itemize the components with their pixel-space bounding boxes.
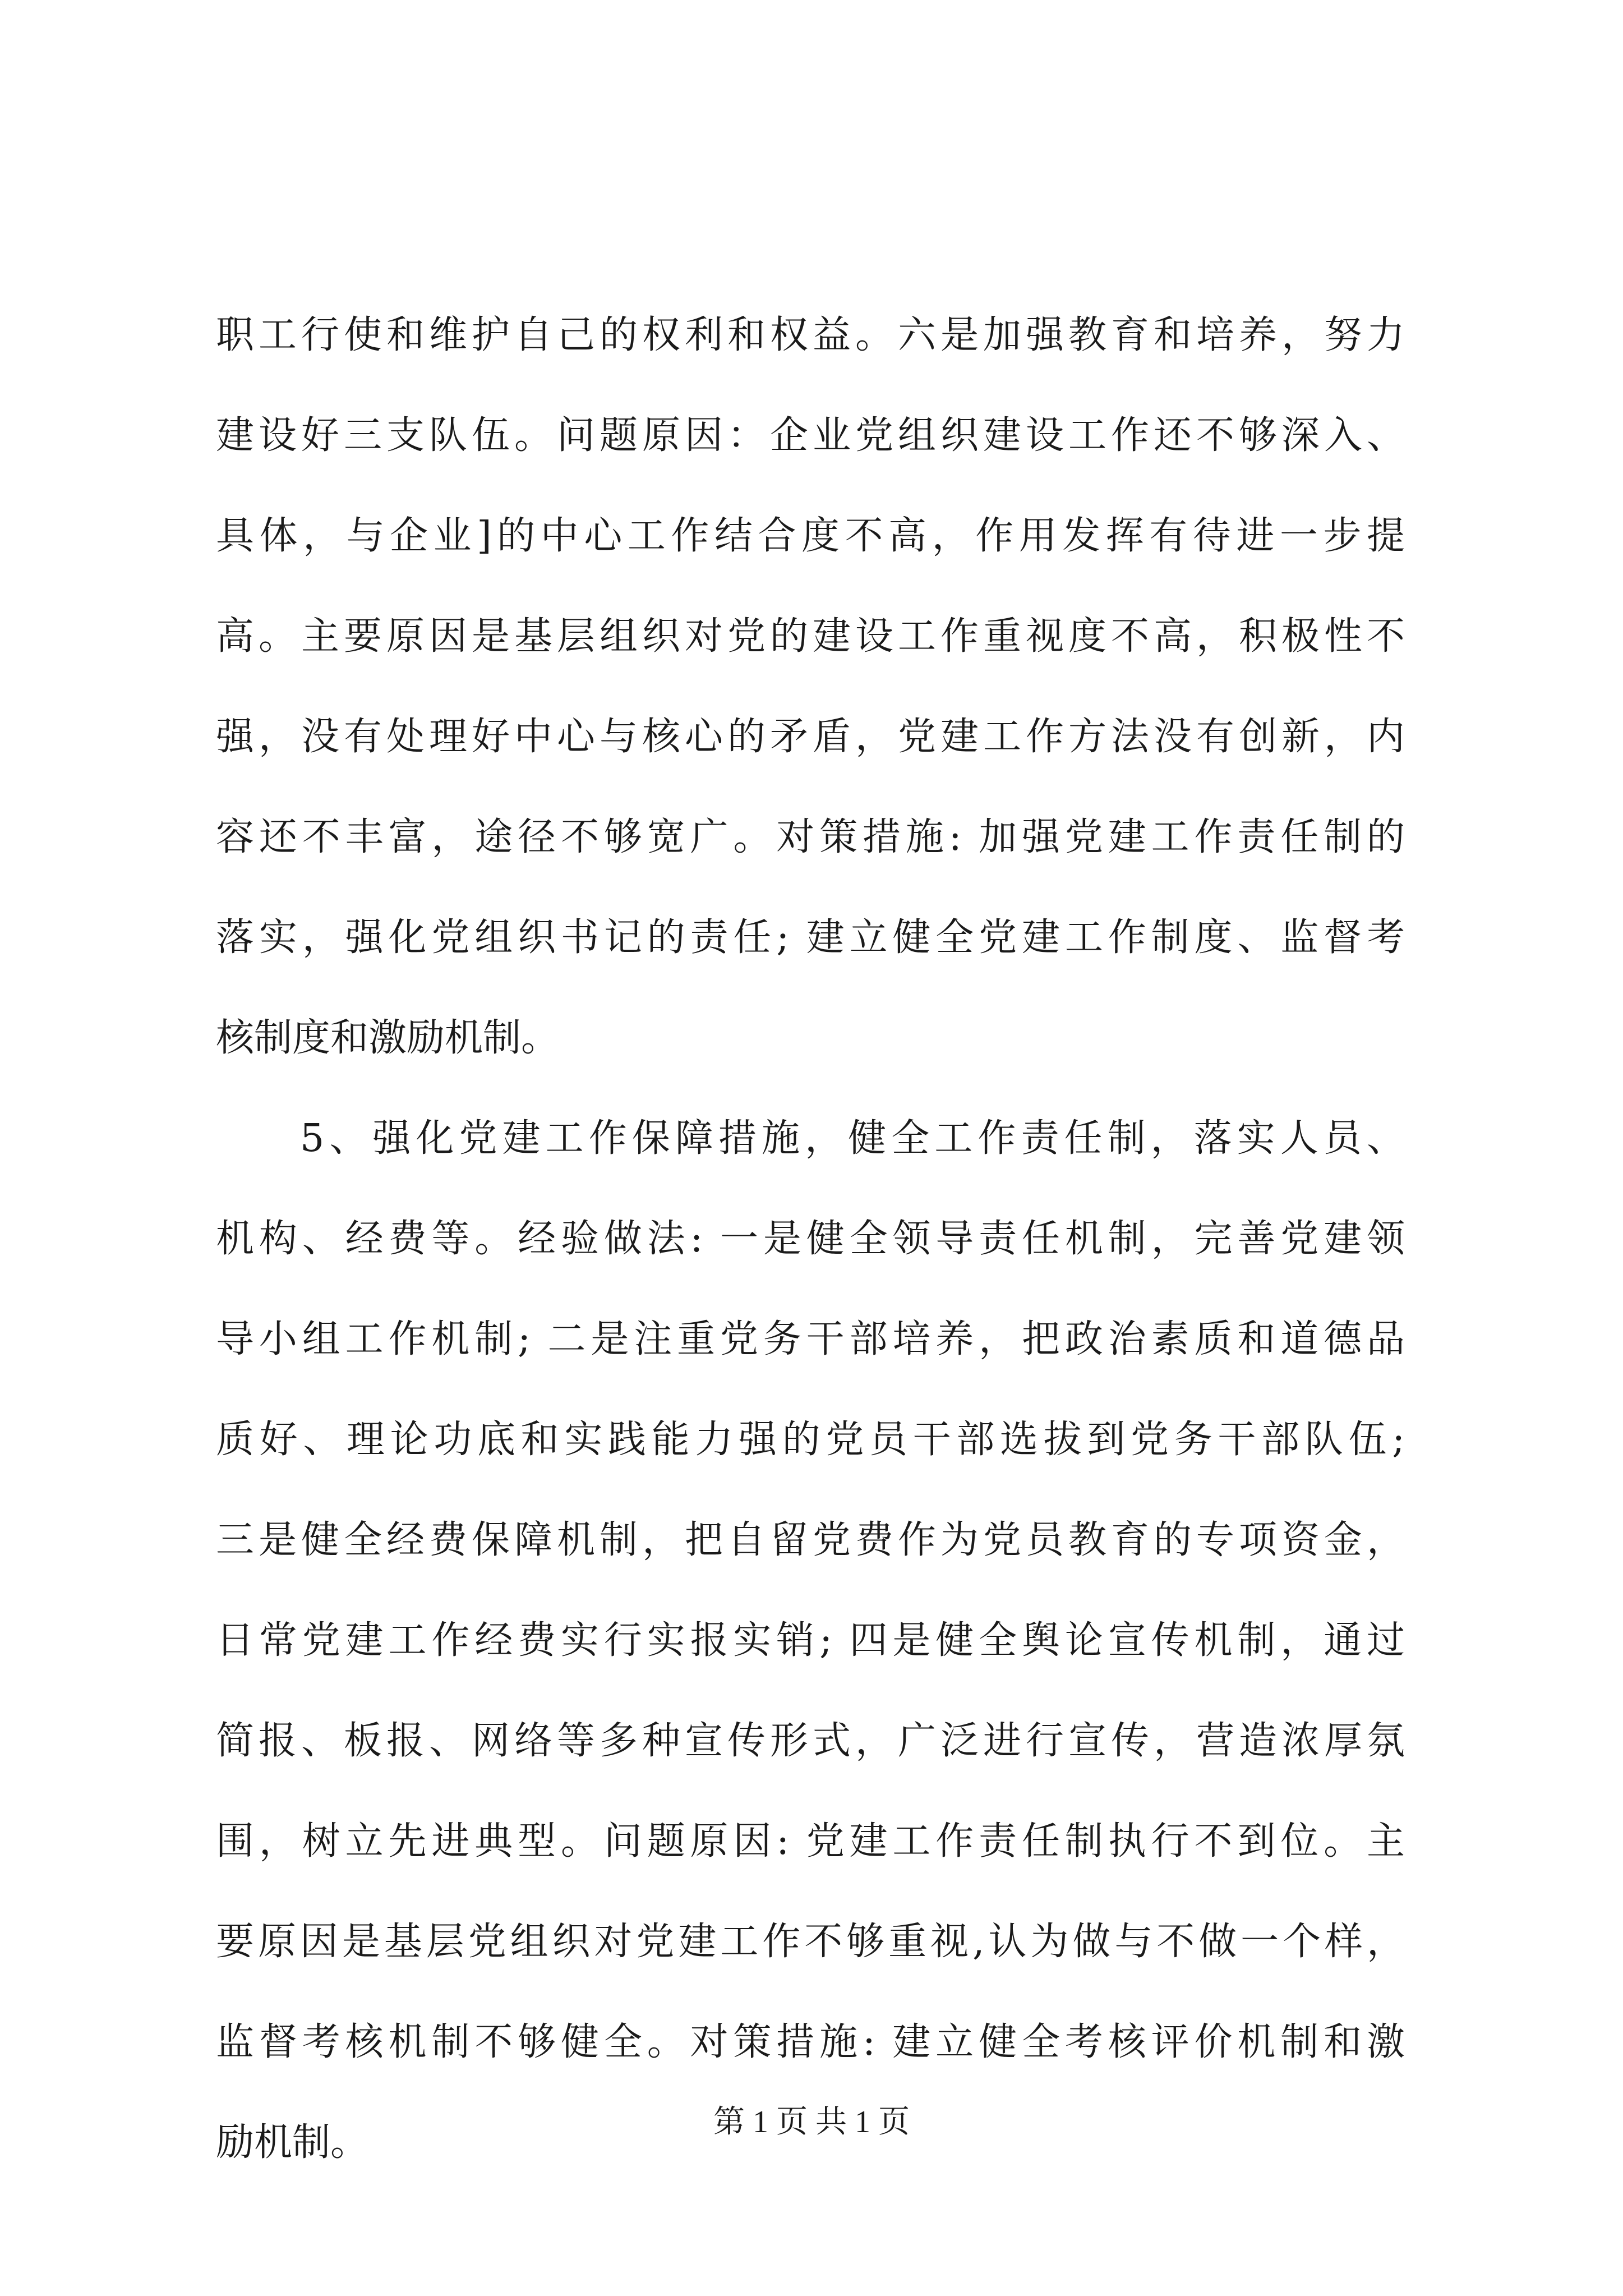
text-line: 核制度和激励机制。 (216, 1016, 560, 1060)
document-body (216, 285, 1405, 2193)
text-line: 导小组工作机制; 二是注重党务干部培养，把政治素质和道德品 (216, 1317, 1405, 1361)
text-line: 要原因是基层党组织对党建工作不够重视,认为做与不做一个样， (216, 1920, 1405, 1964)
text-line: 日常党建工作经费实行实报实销; 四是健全舆论宣传机制，通过 (216, 1618, 1405, 1663)
page-number-footer: 第 1 页 共 1 页 (713, 2105, 910, 2139)
text-line: 简报、板报、网络等多种宣传形式，广泛进行宣传，营造浓厚氛 (216, 1719, 1405, 1763)
text-line: 三是健全经费保障机制，把自留党费作为党员教育的专项资金， (216, 1518, 1405, 1562)
text-line: 强，没有处理好中心与核心的矛盾，党建工作方法没有创新，内 (216, 715, 1405, 759)
text-line: 监督考核机制不够健全。对策措施: 建立健全考核评价机制和激 (216, 2020, 1405, 2064)
text-line: 质好、理论功底和实践能力强的党员干部选拔到党务干部队伍; (216, 1418, 1405, 1462)
text-line: 5、强化党建工作保障措施，健全工作责任制，落实人员、 (300, 1116, 1405, 1161)
text-line: 高。主要原因是基层组织对党的建设工作重视度不高，积极性不 (216, 614, 1405, 659)
text-line: 职工行使和维护自己的权利和权益。六是加强教育和培养，努力 (216, 313, 1405, 357)
text-line: 建设好三支队伍。问题原因：企业党组织建设工作还不够深入、 (216, 413, 1405, 458)
text-line: 机构、经费等。经验做法: 一是健全领导责任机制，完善党建领 (216, 1217, 1405, 1261)
text-line: 励机制。 (216, 2120, 369, 2165)
paragraph-1 (216, 285, 1405, 1088)
text-line: 围，树立先进典型。问题原因: 党建工作责任制执行不到位。主 (216, 1819, 1405, 1864)
text-line: 容还不丰富，途径不够宽广。对策措施: 加强党建工作责任制的 (216, 815, 1405, 859)
text-line: 落实，强化党组织书记的责任; 建立健全党建工作制度、监督考 (216, 915, 1405, 960)
text-line: 具体，与企业]的中心工作结合度不高，作用发挥有待进一步提 (216, 514, 1405, 558)
paragraph-2 (216, 1088, 1405, 2193)
